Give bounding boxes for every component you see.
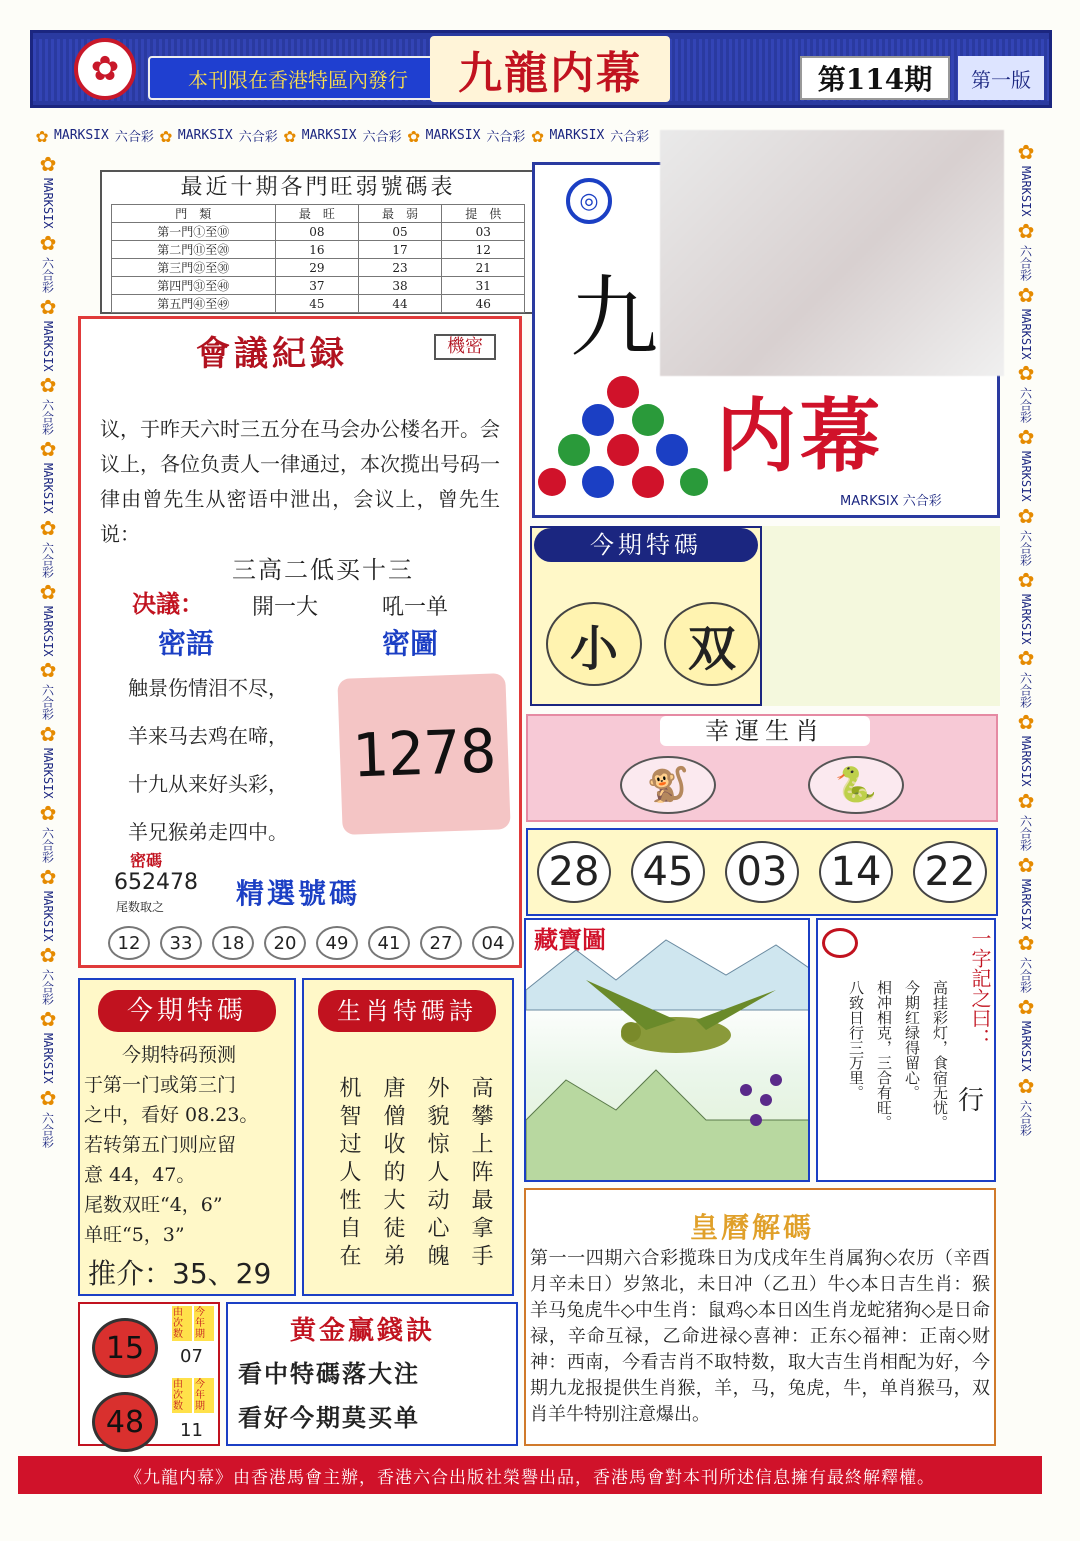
- flower-icon: ✿: [39, 294, 57, 319]
- flower-icon: ✿: [39, 373, 57, 398]
- border-text: 六合彩: [1018, 1100, 1033, 1137]
- border-sub: 六合彩: [486, 129, 526, 145]
- tema-forecast-text: [84, 1040, 290, 1250]
- border-text: 六合彩: [1018, 672, 1033, 709]
- flower-icon: ✿: [39, 1007, 57, 1032]
- meeting-poem: [128, 664, 288, 856]
- border-text: 六合彩: [1018, 957, 1033, 994]
- border-text: 六合彩: [1018, 529, 1033, 566]
- number-ball: 27: [420, 926, 462, 960]
- flower-icon: ✿: [1017, 425, 1035, 450]
- pick-numbers: [108, 926, 514, 960]
- border-text: MARKSIX: [1019, 1021, 1033, 1073]
- table-row: [111, 259, 525, 277]
- border-text: MARKSIX: [1019, 593, 1033, 645]
- number-ball: 14: [819, 841, 893, 903]
- number-table-box: [100, 170, 536, 314]
- poem-column: 唐僧收的大徒弟: [380, 1076, 405, 1272]
- table-header: 最 旺: [275, 205, 358, 223]
- table-cell: 第一門①至⑩: [111, 223, 275, 241]
- table-cell: 31: [442, 277, 525, 295]
- border-text: MARKSIX: [1019, 166, 1033, 217]
- table-cell: 03: [442, 223, 525, 241]
- border-text: MARKSIX: [1019, 451, 1033, 502]
- edition-label: 第一版: [958, 56, 1044, 100]
- border-text: 六合彩: [1018, 244, 1033, 281]
- top-border-strip: [36, 122, 656, 148]
- flower-icon: ✿: [1017, 788, 1035, 813]
- border-text: MARKSIX: [425, 127, 481, 143]
- border-text: 六合彩: [40, 399, 55, 436]
- flower-icon: ✿: [1017, 995, 1035, 1020]
- border-text: MARKSIX: [1019, 308, 1033, 360]
- table-cell: 05: [358, 223, 441, 241]
- zodiac-poem: [326, 1076, 502, 1290]
- table-cell: 46: [442, 295, 525, 313]
- flower-icon: ✿: [407, 123, 420, 147]
- year-tag: 今年期: [194, 1306, 214, 1341]
- bauhinia-logo-icon: ✿: [74, 38, 136, 100]
- tema-blank: [762, 526, 1000, 706]
- flower-icon: ✿: [39, 230, 57, 255]
- border-text: MARKSIX: [1019, 878, 1033, 930]
- meeting-minutes: 议，于昨天六时三五分在马会办公楼名开。会议上，各位负责人一律通过，本次揽出号码一律由曾先生从密语中泄出，会议上，曾先生说：: [100, 417, 500, 546]
- poem-line: 羊兄猴弟走四中。: [128, 820, 288, 844]
- number-ball: 49: [316, 926, 358, 960]
- number-ball: 48: [92, 1392, 158, 1452]
- number-ball: 20: [264, 926, 306, 960]
- border-text: MARKSIX: [41, 890, 55, 942]
- number-ball: 41: [368, 926, 410, 960]
- almanac-title: 皇曆解碼: [690, 1211, 815, 1244]
- poem-column: 机智过人性自在: [336, 1076, 361, 1272]
- border-text: 六合彩: [1018, 814, 1033, 851]
- secret-code-figure: 1278: [337, 673, 510, 835]
- poem-line: 羊来马去鸡在啼，: [128, 724, 288, 748]
- number-ball: 28: [537, 841, 611, 903]
- lucky-numbers: [526, 828, 998, 916]
- decision-one: 開一大: [252, 595, 319, 620]
- landscape-bird-illustration: [526, 920, 810, 1182]
- treasure-title: 藏寶圖: [534, 925, 606, 954]
- left-border-strip: [34, 152, 62, 1442]
- table-cell: 第三門㉑至㉚: [111, 259, 275, 277]
- right-border-strip: [1010, 140, 1042, 1440]
- forecast-line: 若转第五门则应留: [84, 1134, 237, 1156]
- gold-line: 看好今期莫买单: [238, 1403, 420, 1432]
- table-cell: 12: [442, 241, 525, 259]
- pick-title: 精選號碼: [236, 877, 361, 910]
- flower-icon: ✿: [1017, 852, 1035, 877]
- border-text: MARKSIX: [41, 320, 55, 372]
- footer-disclaimer: 《九龍内幕》由香港馬會主辦，香港六合出版社榮譽出品，香港馬會對本刊所述信息擁有最終解釋權。: [18, 1456, 1042, 1494]
- flower-icon: ✿: [1017, 646, 1035, 671]
- border-sub: 六合彩: [114, 129, 154, 145]
- table-row: [111, 277, 525, 295]
- count-tag: 由次数: [172, 1378, 192, 1413]
- flower-icon: ✿: [39, 943, 57, 968]
- border-text: MARKSIX: [177, 127, 233, 143]
- word-line: 相冲相克，三合有旺。: [875, 980, 893, 1130]
- zodiac-poem-title: 生肖特碼詩: [318, 990, 496, 1032]
- poster-neimu: 内幕: [716, 389, 884, 483]
- flower-icon: ✿: [39, 515, 57, 540]
- border-text: MARKSIX: [301, 127, 357, 143]
- emblem-icon: ◎: [566, 178, 612, 224]
- border-text: 六合彩: [1018, 387, 1033, 424]
- table-cell: 16: [275, 241, 358, 259]
- table-cell: 第二門⑪至⑳: [111, 241, 275, 259]
- table-cell: 44: [358, 295, 441, 313]
- border-text: 六合彩: [40, 969, 55, 1006]
- secret-tag: 機密: [434, 334, 496, 360]
- flower-icon: ✿: [1017, 361, 1035, 386]
- flower-icon: ✿: [1017, 218, 1035, 243]
- number-ball: 12: [108, 926, 150, 960]
- flower-icon: ✿: [1017, 931, 1035, 956]
- treasure-map: [524, 918, 810, 1182]
- year-tag: 今年期: [194, 1378, 214, 1413]
- flower-icon: ✿: [39, 437, 57, 462]
- table-cell: 29: [275, 259, 358, 277]
- table-cell: 37: [275, 277, 358, 295]
- forecast-line: 之中，看好 08.23。: [84, 1104, 259, 1126]
- number-ball: 03: [725, 841, 799, 903]
- table-header: 最 弱: [358, 205, 441, 223]
- decision-two: 吼一单: [382, 595, 449, 620]
- meeting-slogan: 三高二低买十三: [232, 556, 414, 584]
- mitu-label: 密圖: [382, 627, 439, 660]
- table-row: [111, 241, 525, 259]
- poem-column: 外貌惊人动心魄: [424, 1076, 449, 1272]
- table-cell: 17: [358, 241, 441, 259]
- border-text: 六合彩: [40, 684, 55, 721]
- forecast-line: 于第一门或第三门: [84, 1074, 237, 1096]
- flower-icon: ✿: [39, 658, 57, 683]
- miyu-label: 密語: [158, 627, 215, 660]
- count-value: 07: [180, 1346, 203, 1367]
- table-cell: 38: [358, 277, 441, 295]
- number-ball: 15: [92, 1318, 158, 1378]
- distribution-notice: 本刊限在香港特區內發行: [148, 56, 448, 100]
- flower-icon: ✿: [1017, 710, 1035, 735]
- table-header: 門 類: [111, 205, 275, 223]
- number-ball: 33: [160, 926, 202, 960]
- word-poem: [842, 980, 954, 1160]
- border-text: MARKSIX: [41, 1033, 55, 1085]
- poem-column: 高攀上阵最拿手: [468, 1076, 493, 1272]
- flower-icon: ✿: [39, 579, 57, 604]
- word-char: 行: [958, 1086, 985, 1116]
- flower-icon: ✿: [1017, 1074, 1035, 1099]
- flower-icon: ✿: [39, 152, 57, 176]
- flower-icon: ✿: [1017, 140, 1035, 164]
- flower-icon: ✿: [1017, 567, 1035, 592]
- recommend-numbers: 推介：35、29: [88, 1257, 272, 1290]
- mima-note: 尾数取之: [116, 900, 165, 914]
- table-cell: 第五門㊶至㊾: [111, 295, 275, 313]
- poster-jiu: 九: [570, 266, 659, 369]
- issue-number: 第114期: [800, 56, 950, 100]
- meeting-title: 會議紀録: [196, 334, 348, 374]
- tema-title: 今期特碼: [534, 528, 758, 562]
- number-table: [111, 204, 526, 313]
- word-line: 今期红绿得留心。: [903, 980, 921, 1100]
- lottery-balls-icon: [538, 370, 708, 510]
- border-text: MARKSIX: [549, 127, 605, 143]
- flower-icon: ✿: [36, 123, 49, 147]
- forecast-line: 单旺“5，3”: [84, 1224, 185, 1246]
- flower-icon: ✿: [283, 123, 296, 147]
- almanac-text: 第一一四期六合彩揽珠日为戊戌年生肖属狗◇农历（辛酉月辛未日）岁煞北，未日冲（乙丑）牛◇本日吉生肖：猴羊马兔虎牛◇中生肖：鼠鸡◇本日凶生肖龙蛇猪狗◇是日命禄，辛命互禄，乙命进禄◇喜神：正东◇福神：正南◇财神：西南，今看吉肖不取特数，取大吉生肖相配为好，今期九龙报提供生肖猴，羊，马，兔虎，牛，单肖猴马，双肖羊牛特别注意爆出。: [530, 1248, 990, 1425]
- word-title: 一字記之曰：: [968, 928, 992, 1048]
- flower-icon: ✿: [39, 864, 57, 889]
- forecast-line: 尾数双旺“4，6”: [84, 1194, 223, 1216]
- flower-icon: ✿: [531, 123, 544, 147]
- flower-icon: ✿: [159, 123, 172, 147]
- table-cell: 45: [275, 295, 358, 313]
- table-cell: 23: [358, 259, 441, 277]
- gold-line: 看中特碼落大注: [238, 1359, 420, 1388]
- tema-even: 双: [664, 602, 760, 686]
- table-row: [111, 223, 525, 241]
- forecast-line: 今期特码预测: [122, 1044, 237, 1066]
- border-sub: 六合彩: [610, 129, 650, 145]
- brand-title: 九龍内幕: [430, 36, 670, 102]
- mima-label: 密碼: [130, 851, 163, 870]
- number-ball: 45: [631, 841, 705, 903]
- border-text: MARKSIX: [41, 178, 55, 229]
- number-ball: 22: [913, 841, 987, 903]
- poem-line: 十九从来好头彩，: [128, 772, 288, 796]
- poem-line: 触景伤情泪不尽，: [128, 676, 288, 700]
- table-cell: 08: [275, 223, 358, 241]
- monkey-icon: 🐒: [620, 756, 716, 814]
- snake-icon: 🐍: [808, 756, 904, 814]
- magnet-icon: [822, 928, 858, 958]
- border-text: MARKSIX: [41, 748, 55, 799]
- table-cell: 21: [442, 259, 525, 277]
- border-text: 六合彩: [40, 541, 55, 578]
- word-line: 高挂彩灯，食宿无忧。: [931, 980, 949, 1130]
- forecast-line: 意 44，47。: [84, 1164, 196, 1186]
- flower-icon: ✿: [39, 722, 57, 747]
- flower-icon: ✿: [39, 800, 57, 825]
- poster-badge: MARKSIX 六合彩: [840, 494, 942, 509]
- decision-label: 决議：: [132, 589, 204, 618]
- count-value: 11: [180, 1420, 203, 1441]
- border-text: 六合彩: [40, 1112, 55, 1149]
- border-text: 六合彩: [40, 256, 55, 293]
- border-text: 六合彩: [40, 826, 55, 863]
- table-header: 提 供: [442, 205, 525, 223]
- blurred-region: [660, 130, 1004, 376]
- tema-small: 小: [546, 602, 642, 686]
- flower-icon: ✿: [1017, 503, 1035, 528]
- number-ball: 18: [212, 926, 254, 960]
- mima-value: 652478: [114, 870, 198, 895]
- number-ball: 04: [472, 926, 514, 960]
- gold-title: 黄金赢錢訣: [290, 1316, 436, 1346]
- tema-forecast-title: 今期特碼: [98, 990, 276, 1032]
- word-line: 八致日行三万里。: [847, 980, 865, 1100]
- border-text: MARKSIX: [41, 463, 55, 514]
- border-sub: 六合彩: [362, 129, 402, 145]
- table-cell: 第四門㉛至㊵: [111, 277, 275, 295]
- border-text: MARKSIX: [54, 127, 109, 143]
- border-sub: 六合彩: [238, 129, 278, 145]
- border-text: MARKSIX: [41, 605, 55, 657]
- table-row: [111, 295, 525, 313]
- flower-icon: ✿: [39, 1086, 57, 1111]
- flower-icon: ✿: [1017, 282, 1035, 307]
- border-text: MARKSIX: [1019, 736, 1033, 787]
- count-tag: 由次数: [172, 1306, 192, 1341]
- lucky-title: 幸運生肖: [660, 716, 870, 746]
- table-title: 最近十期各門旺弱號碼表: [180, 175, 456, 200]
